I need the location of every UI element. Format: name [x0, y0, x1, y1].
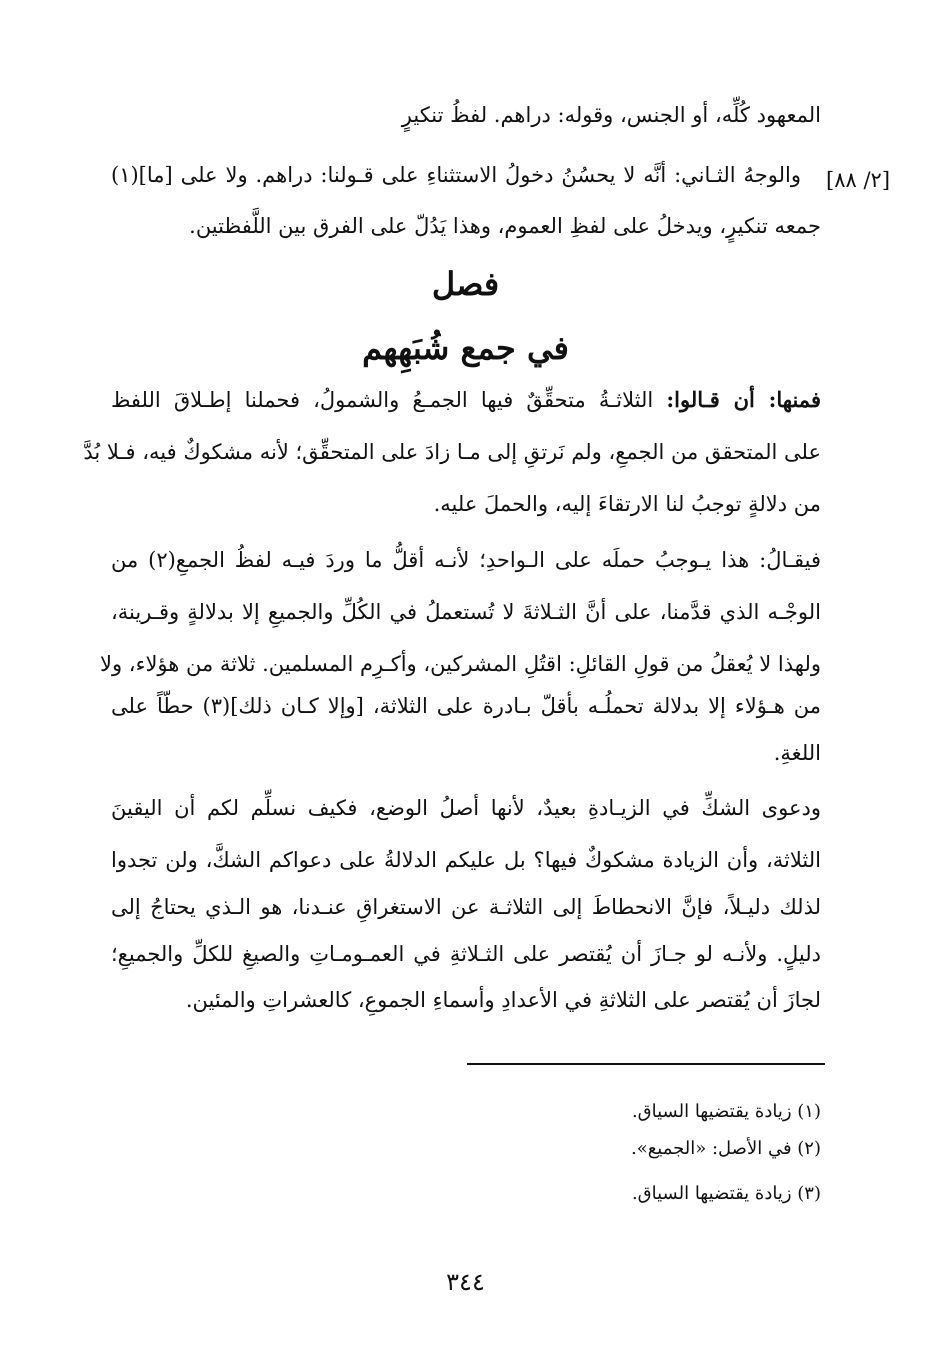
margin-reference: [٢/ ٨٨] — [826, 168, 891, 192]
text-line — [111, 385, 821, 415]
page-number: ٣٤٤ — [446, 1268, 485, 1296]
text-line: من دلالةٍ توجبُ لنا الارتقاءَ إليه، والحملَ عليه. — [433, 492, 821, 516]
section-heading: فصل — [431, 265, 500, 303]
text-line: لذلك دليـلاً، فإنَّ الانحطاطَ إلى الثلاثـة عن الاستغراقِ عنـدنا، هو الـذي يحتاجُ إلى — [111, 895, 821, 919]
text-line: دليلٍ. ولأنـه لو جـازَ أن يُقتصر على الثـلاثةِ في العمـومـاتِ والصيغِ للكلِّ والجميعِ؛ — [111, 942, 821, 966]
section-subheading: في جمع شُبَهِهم — [362, 329, 569, 367]
text-line: من هـؤلاء إلا بدلالة تحملُـه بأقلّ بـادرة على الثلاثة، [وإلا كـان ذلك](٣) حطّاً على — [111, 694, 821, 718]
text-line: فيقـالُ: هذا يـوجبُ حملَه على الـواحدِ؛ لأنـه أقلُّ ما وردَ فيـه لفظُ الجمعِ(٢) من — [111, 548, 821, 572]
text-line: ودعوى الشكِّ في الزيـادةِ بعيدٌ، لأنها أصلُ الوضع، فكيف نسلِّم لكم أن اليقينَ — [111, 796, 821, 820]
footnote: (٣) زيادة يقتضيها السياق. — [631, 1183, 821, 1204]
text-line: الثلاثة، وأن الزيادة مشكوكٌ فيها؟ بل عليكم الدلالةُ على دعواكم الشكَّ، ولن تجدوا — [111, 848, 821, 872]
text-line: على المتحقق من الجمعِ، ولم نَرتقِ إلى مـا زادَ على المتحقِّق؛ لأنه مشكوكٌ فيه، فـلا بُدَّ — [83, 440, 821, 464]
line-text: الثلاثـةُ متحقِّقٌ فيها الجمـعُ والشمولُ، فحملنا إطـلاقَ اللفظ — [111, 388, 654, 412]
text-line: لجازَ أن يُقتصر على الثلاثةِ في الأعدادِ وأسماءِ الجموعِ، كالعشراتِ والمئين. — [185, 988, 821, 1012]
text-line: اللغةِ. — [773, 741, 821, 765]
text-line: ولهذا لا يُعقلُ من قولِ القائلِ: اقتُلِ المشركين، وأكـرِم المسلمين. ثلاثة من هؤلاء، ولا — [100, 652, 821, 676]
footnote: (٢) في الأصل: «الجميع». — [630, 1138, 821, 1159]
text-line: المعهود كُلِّه، أو الجنس، وقوله: دراهم. لفظُ تنكيرٍ — [401, 103, 821, 127]
text-line: والوجهُ الثـاني: أنَّه لا يحسُنُ دخولُ الاستثناءِ على قـولنا: دراهم. ولا على [ما](١) — [111, 163, 801, 187]
footnote: (١) زيادة يقتضيها السياق. — [631, 1101, 821, 1122]
text-line: الوجْـه الذي قدَّمنا، على أنَّ الثـلاثةَ لا تُستعملُ في الكُلِّ والجميعِ إلا بدلالةٍ وقـرينة، — [111, 600, 821, 624]
footnote-separator — [467, 1063, 825, 1065]
paragraph-lead: فمنها: أن قـالوا: — [666, 387, 821, 412]
text-line: جمعه تنكيرٍ، ويدخلُ على لفظِ العموم، وهذا يَدُلّ على الفرق بين اللَّفظتين. — [189, 214, 821, 238]
